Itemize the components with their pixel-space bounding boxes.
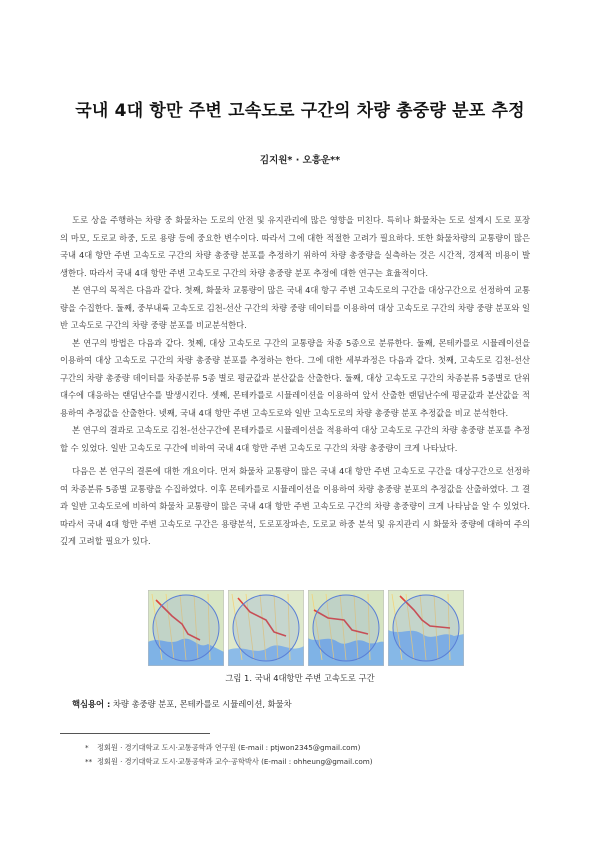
footnote-1 [85, 741, 373, 755]
map-radius-circle [233, 595, 299, 661]
port-maps-image [148, 590, 464, 666]
map-radius-circle [153, 595, 219, 661]
footnote-mark: ** [85, 757, 93, 766]
paragraph-result: 본 연구의 결과로 고속도로 김천-선산구간에 몬테카를로 시뮬레이션을 적용하여 대상 고속도로 구간의 차량 총중량 분포를 추정할 수 있었다. 일반 고속도로 구간에 비하여 국내 4대 항만 주변 고속도로 구간의 차량 총중량이 크게 나타났다. [60, 425, 530, 453]
map-1 [148, 590, 224, 666]
footnote-mark: * [85, 743, 89, 752]
paragraph-conclusion: 다음은 본 연구의 결론에 대한 개요이다. 먼저 화물차 교통량이 많은 국내 4대 항만 주변 고속도로 구간을 대상구간으로 선정하여 차종분류 5종별 교통량을 수집하였다. 이후 몬테카를로 시뮬레이션을 이용하여 차량 총중량 분포의 추정값을 산출하였다. 그 결과 일반 고속도로에 비하여 화물차 교통량이 많은 국내 4대 항만 주변 고속도로 구간의 차량 총중량이 크게 나타남을 알 수 있었다. 따라서 국내 4대 항만 주변 고속도로 구간은 용량분석, 도로포장파손, 도로교 하중 분석 및 유지관리 시 화물차 중량에 대하여 주의 깊게 고려할 필요가 있다. [60, 466, 530, 546]
paper-title: 국내 4대 항만 주변 고속도로 구간의 차량 총중량 분포 추정 [75, 101, 525, 121]
keywords [72, 698, 292, 710]
paper-authors: 김지원* · 오흥운** [259, 155, 341, 166]
figure-maps [148, 590, 464, 666]
footnote-text: 정회원 · 경기대학교 도시·교통공학과 교수·공학박사 (E-mail : ohheung@gmail.com) [97, 757, 373, 766]
map-radius-circle [393, 595, 459, 661]
footnotes [85, 741, 373, 769]
footnote-divider [60, 733, 210, 734]
abstract-body [60, 212, 530, 551]
map-4 [388, 590, 464, 666]
figure-caption: 그림 1. 국내 4대항만 주변 고속도로 구간 [225, 673, 375, 683]
paragraph-purpose: 본 연구의 목적은 다음과 같다. 첫째, 화물차 교통량이 많은 국내 4대 항구 주변 고속도로의 구간을 대상구간으로 선정하여 교통량을 수집한다. 둘째, 중부내륙 고속도로 김천-선산 구간의 차량 중량 데이터를 이용하여 대상 고속도로 구간의 차량 중량 분포와 일반 고속도로 구간의 차량 중량 분포를 비교분석한다. [60, 285, 530, 330]
keywords-value: 차량 총중량 분포, 몬테카를로 시뮬레이션, 화물차 [112, 699, 292, 709]
map-3 [308, 590, 384, 666]
footnote-2 [85, 755, 373, 769]
keywords-label: 핵심용어 : [72, 699, 111, 709]
paragraph-intro: 도로 상을 주행하는 차량 중 화물차는 도로의 안전 및 유지관리에 많은 영향을 미친다. 특히나 화물차는 도로 설계시 도로 포장의 마모, 도로교 하중, 도로 용량 등에 중요한 변수이다. 따라서 그에 대한 적절한 고려가 필요하다. 또한 화물차량의 교통량이 많은 국내 4대 항만 주변 고속도로 구간의 차량 총중량 분포를 추정하기 위하여 차량 총중량을 실측하는 것은 시간적, 경제적 비용이 발생한다. 따라서 국내 4대 항만 주변 고속도로 구간의 차량 총중량 분포 추정에 대한 연구는 효율적이다. [60, 215, 530, 278]
map-radius-circle [313, 595, 379, 661]
paragraph-method: 본 연구의 방법은 다음과 같다. 첫째, 대상 고속도로 구간의 교통량을 차종 5종으로 분류한다. 둘째, 몬테카를로 시뮬레이션을 이용하여 대상 고속도로 구간의 차량 총중량 분포를 추정하는 한다. 그에 대한 세부과정은 다음과 같다. 첫째, 고속도로 김천-선산 구간의 차량 총중량 데이터를 차종분류 5종 별로 평균값과 분산값을 산출한다. 둘째, 대상 고속도로 구간의 차종분류 5종별로 단위대수에 대응하는 랜덤난수를 발생시킨다. 셋째, 몬테카를로 시뮬레이션을 이용하여 앞서 산출한 랜덤난수에 평균값과 분산값을 적용하여 추정값을 산출한다. 넷째, 국내 4대 항만 주변 고속도로와 일반 고속도로의 차량 총중량 분포 추정값을 비교 분석한다. [60, 337, 530, 418]
footnote-text: 정회원 · 경기대학교 도시·교통공학과 연구원 (E-mail : ptjwon2345@gmail.com) [97, 743, 361, 752]
map-2 [228, 590, 304, 666]
